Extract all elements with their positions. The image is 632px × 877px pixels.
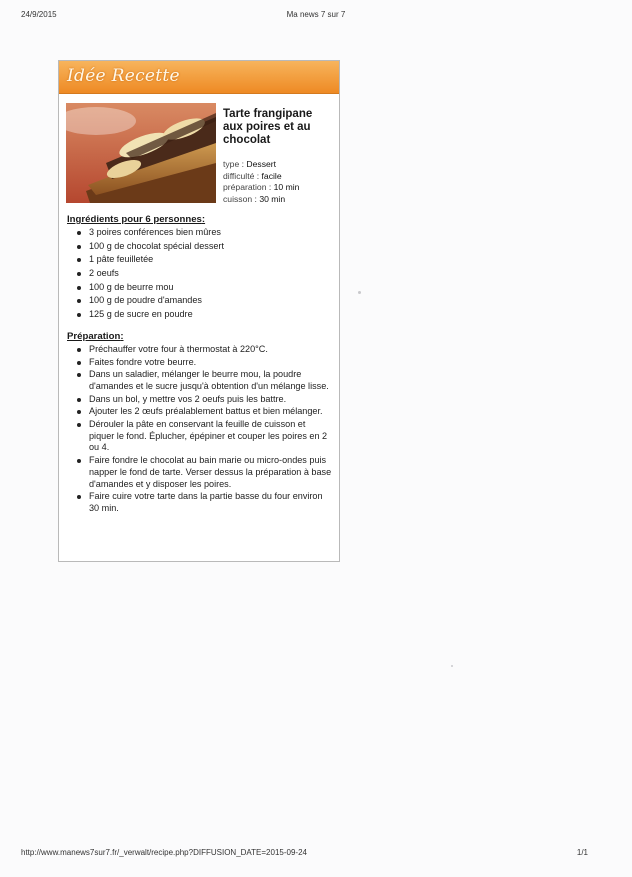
ingredient-item: 2 oeufs bbox=[89, 268, 333, 280]
preparation-step: Dérouler la pâte en conservant la feuille de cuisson et piquer le fond. Éplucher, épépiner et couper les poires en 2 ou 4. bbox=[89, 419, 333, 454]
print-site-title: Ma news 7 sur 7 bbox=[286, 10, 346, 19]
scan-speck bbox=[358, 291, 361, 294]
ingredient-item: 100 g de poudre d'amandes bbox=[89, 295, 333, 307]
ingredient-item: 100 g de beurre mou bbox=[89, 282, 333, 294]
print-page-number: 1/1 bbox=[576, 848, 588, 857]
preparation-step: Dans un bol, y mettre vos 2 oeufs puis les battre. bbox=[89, 394, 333, 406]
recipe-meta bbox=[223, 159, 338, 205]
print-header bbox=[0, 10, 632, 24]
preparation-step: Ajouter les 2 œufs préalablement battus et bien mélanger. bbox=[89, 406, 333, 418]
meta-difficulty: difficulté : facile bbox=[223, 170, 282, 181]
preparation-section bbox=[67, 331, 333, 516]
recipe-title: Tarte frangipane aux poires et au chocolat bbox=[223, 108, 313, 146]
scan-speck bbox=[451, 665, 453, 667]
banner-title: Idée Recette bbox=[67, 66, 180, 86]
print-date: 24/9/2015 bbox=[21, 10, 57, 19]
preparation-step: Faire fondre le chocolat au bain marie ou micro-ondes puis napper le fond de tarte. Verser dessus la préparation à base d'amandes et y disposer les poires. bbox=[89, 454, 332, 489]
ingredient-item: 3 poires conférences bien mûres bbox=[89, 227, 333, 239]
print-url: http://www.manews7sur7.fr/_verwalt/recipe.php?DIFFUSION_DATE=2015-09-24 bbox=[21, 848, 307, 857]
ingredients-list bbox=[67, 227, 333, 321]
ingredient-item: 1 pâte feuilletée bbox=[89, 254, 333, 266]
recipe-photo bbox=[66, 103, 216, 203]
preparation-step: Faire cuire votre tarte dans la partie basse du four environ 30 min. bbox=[89, 491, 333, 515]
print-footer bbox=[0, 848, 632, 862]
ingredients-heading: Ingrédients pour 6 personnes: bbox=[67, 214, 206, 225]
preparation-step: Dans un saladier, mélanger le beurre mou, la poudre d'amandes et le sucre jusqu'à obtention d'un mélange lisse. bbox=[89, 369, 333, 393]
ingredient-item: 125 g de sucre en poudre bbox=[89, 309, 333, 321]
tart-photo-image bbox=[66, 103, 216, 203]
meta-type: type : Dessert bbox=[223, 159, 277, 169]
recipe-card bbox=[58, 60, 340, 562]
preparation-step: Préchauffer votre four à thermostat à 220°C. bbox=[89, 344, 333, 356]
preparation-heading: Préparation: bbox=[67, 331, 124, 342]
ingredients-section bbox=[67, 214, 333, 323]
meta-cooking-time: cuisson : 30 min bbox=[223, 193, 286, 204]
ingredient-item: 100 g de chocolat spécial dessert bbox=[89, 241, 333, 253]
preparation-step: Faites fondre votre beurre. bbox=[89, 357, 333, 369]
preparation-steps bbox=[67, 344, 333, 515]
card-banner bbox=[59, 61, 339, 94]
meta-preparation-time: préparation : 10 min bbox=[223, 182, 300, 192]
